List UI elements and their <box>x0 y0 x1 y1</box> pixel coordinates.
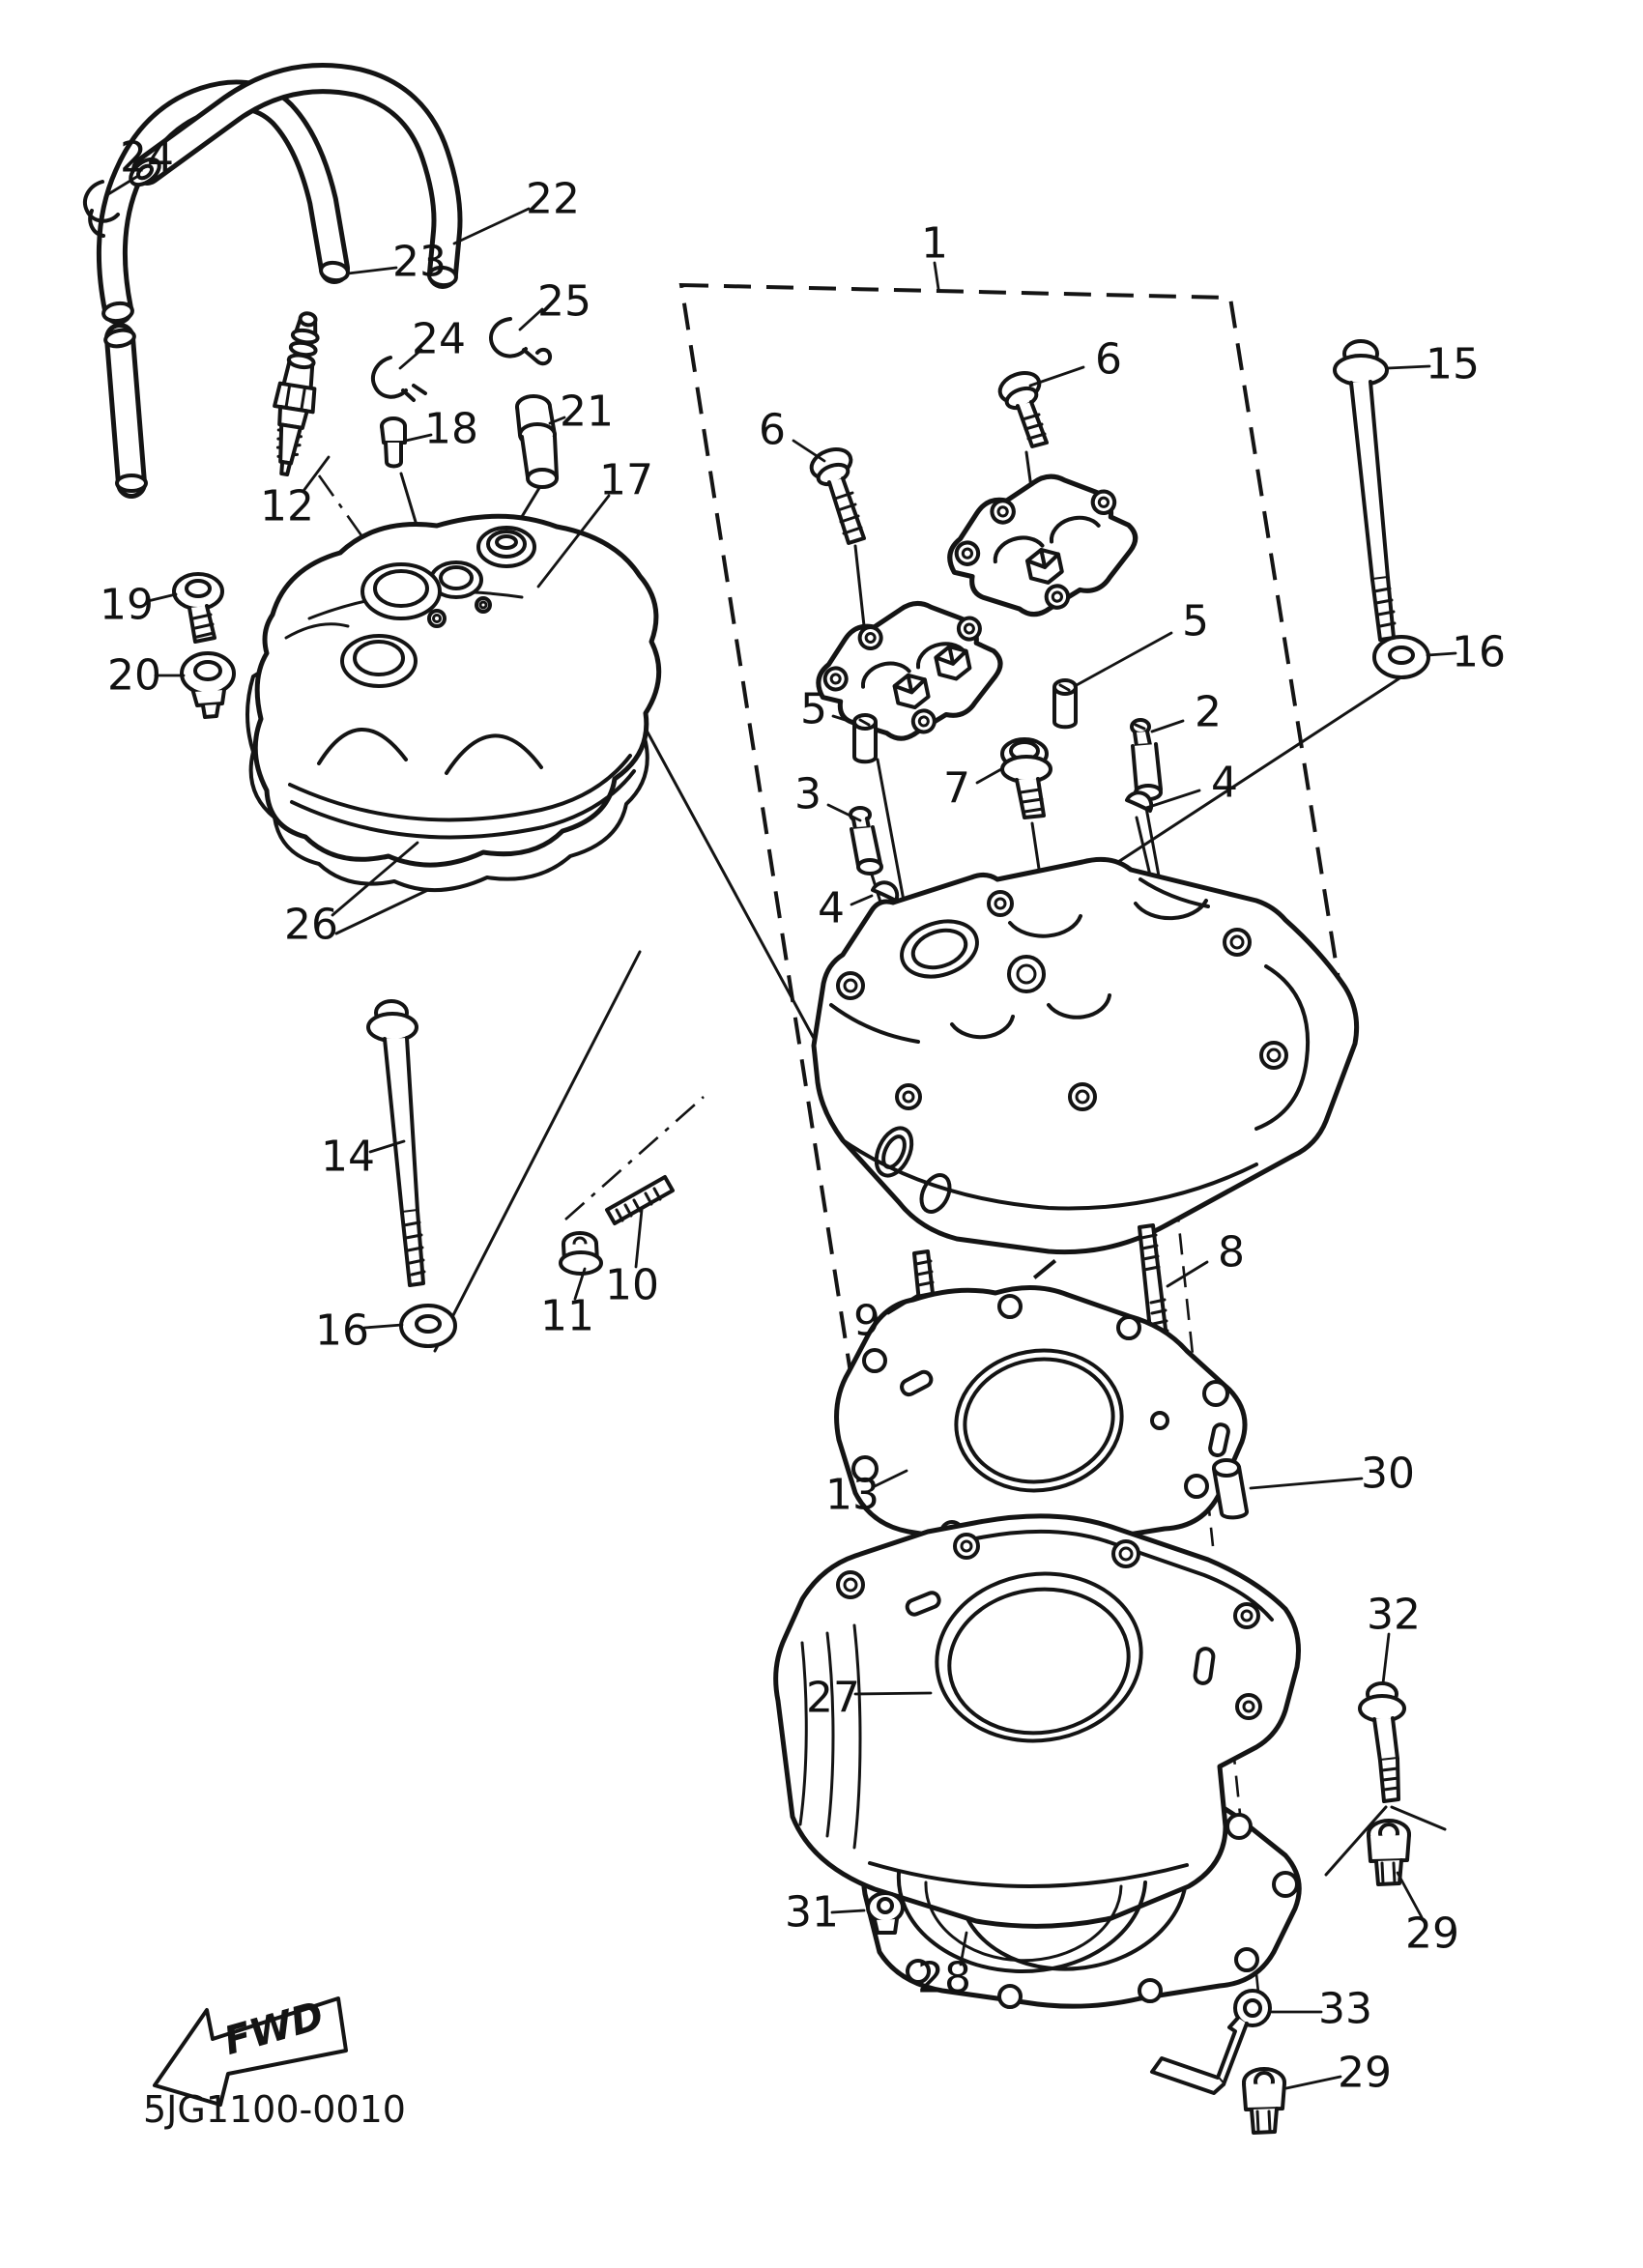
callout-label-26[interactable]: 26 <box>284 900 338 950</box>
callout-leader-22 <box>454 209 529 244</box>
fwd-label: FWD <box>218 1993 330 2065</box>
callout-label-20[interactable]: 20 <box>107 650 161 701</box>
callout-label-5[interactable]: 5 <box>800 684 827 734</box>
callout-label-25[interactable]: 25 <box>537 276 591 327</box>
callout-label-29[interactable]: 29 <box>1338 2048 1392 2098</box>
callout-label-29[interactable]: 29 <box>1405 1909 1459 1959</box>
hose-clip-24b <box>373 358 425 400</box>
callout-label-18[interactable]: 18 <box>424 404 478 454</box>
callout-label-10[interactable]: 10 <box>605 1260 659 1310</box>
dowel-pin-5-left <box>854 715 876 761</box>
bolt-15 <box>1335 341 1395 640</box>
flange-nut-11 <box>561 1233 601 1274</box>
cap-21 <box>517 396 557 487</box>
callout-leader-8 <box>1167 1262 1207 1286</box>
callout-leader-5 <box>1075 633 1171 686</box>
callout-label-16[interactable]: 16 <box>315 1306 369 1356</box>
callout-label-8[interactable]: 8 <box>1218 1227 1245 1278</box>
callout-label-12[interactable]: 12 <box>260 481 314 531</box>
callout-leader-6 <box>793 441 824 461</box>
callout-label-6[interactable]: 6 <box>759 405 786 455</box>
dowel-pin-5-right <box>1054 680 1076 727</box>
callout-label-9[interactable]: 9 <box>853 1296 880 1346</box>
callout-leader-32 <box>1383 1634 1389 1683</box>
breather-tube <box>104 329 146 491</box>
callout-label-21[interactable]: 21 <box>560 387 614 437</box>
callout-label-31[interactable]: 31 <box>785 1887 839 1938</box>
callout-label-23[interactable]: 23 <box>392 237 447 287</box>
bolt-7 <box>1002 739 1051 818</box>
callout-label-2[interactable]: 2 <box>1195 687 1222 737</box>
callout-leader-16 <box>364 1325 402 1328</box>
callout-label-11[interactable]: 11 <box>540 1291 594 1341</box>
callout-label-14[interactable]: 14 <box>321 1132 375 1182</box>
nut-29-upper <box>1369 1821 1409 1884</box>
cap-18 <box>382 418 405 467</box>
valve-cover <box>255 516 658 865</box>
callout-label-4[interactable]: 4 <box>818 883 845 933</box>
callout-label-3[interactable]: 3 <box>794 769 822 819</box>
callout-leader-15 <box>1388 366 1429 368</box>
callout-label-6[interactable]: 6 <box>1095 334 1122 385</box>
callout-label-28[interactable]: 28 <box>917 1953 971 2003</box>
diagram-code: 5JG1100-0010 <box>143 2088 406 2131</box>
callout-label-4[interactable]: 4 <box>1211 758 1238 808</box>
callout-leader-2 <box>1152 721 1183 732</box>
callout-label-30[interactable]: 30 <box>1361 1449 1415 1499</box>
callout-label-1[interactable]: 1 <box>921 218 948 269</box>
callout-label-16[interactable]: 16 <box>1452 627 1506 677</box>
callout-label-33[interactable]: 33 <box>1318 1984 1372 2034</box>
washer-16-left <box>401 1306 455 1346</box>
callout-label-5[interactable]: 5 <box>1182 596 1209 646</box>
callout-label-27[interactable]: 27 <box>806 1673 860 1723</box>
nut-29-lower <box>1244 2069 1284 2133</box>
assembly-box-1 <box>681 285 1345 1422</box>
callout-leader-29 <box>1286 2077 1340 2088</box>
callout-label-32[interactable]: 32 <box>1367 1590 1421 1640</box>
callout-leader-7 <box>977 769 1001 783</box>
spark-plug <box>264 310 328 476</box>
bolt-19 <box>174 574 222 642</box>
callout-label-7[interactable]: 7 <box>943 763 970 814</box>
callout-label-15[interactable]: 15 <box>1426 339 1480 389</box>
valve-pivot-2 <box>1132 720 1161 799</box>
callout-label-22[interactable]: 22 <box>526 174 580 224</box>
callout-leader-27 <box>855 1693 931 1694</box>
callout-label-24[interactable]: 24 <box>412 314 466 364</box>
plug-bolt-20 <box>182 653 234 717</box>
dowel-pin-30 <box>1214 1460 1247 1517</box>
washer-16-right <box>1374 637 1428 677</box>
callout-label-19[interactable]: 19 <box>100 580 154 630</box>
head-gasket-13 <box>837 1287 1245 1548</box>
callout-label-13[interactable]: 13 <box>825 1470 879 1520</box>
callout-leader-30 <box>1251 1479 1362 1488</box>
valve-key-4-left <box>873 882 897 901</box>
camshaft-cap-front <box>806 589 1012 753</box>
callout-leader-10 <box>636 1210 642 1267</box>
callout-label-17[interactable]: 17 <box>599 455 653 505</box>
callout-leader-4 <box>851 896 872 904</box>
bolt-6-left <box>807 445 864 543</box>
callout-leader-23 <box>348 268 396 273</box>
cylinder-head <box>814 859 1357 1251</box>
bolt-32 <box>1360 1683 1404 1801</box>
callout-label-24[interactable]: 24 <box>120 132 174 183</box>
camshaft-cap-rear <box>937 462 1147 630</box>
bolt-6-right <box>995 368 1047 446</box>
